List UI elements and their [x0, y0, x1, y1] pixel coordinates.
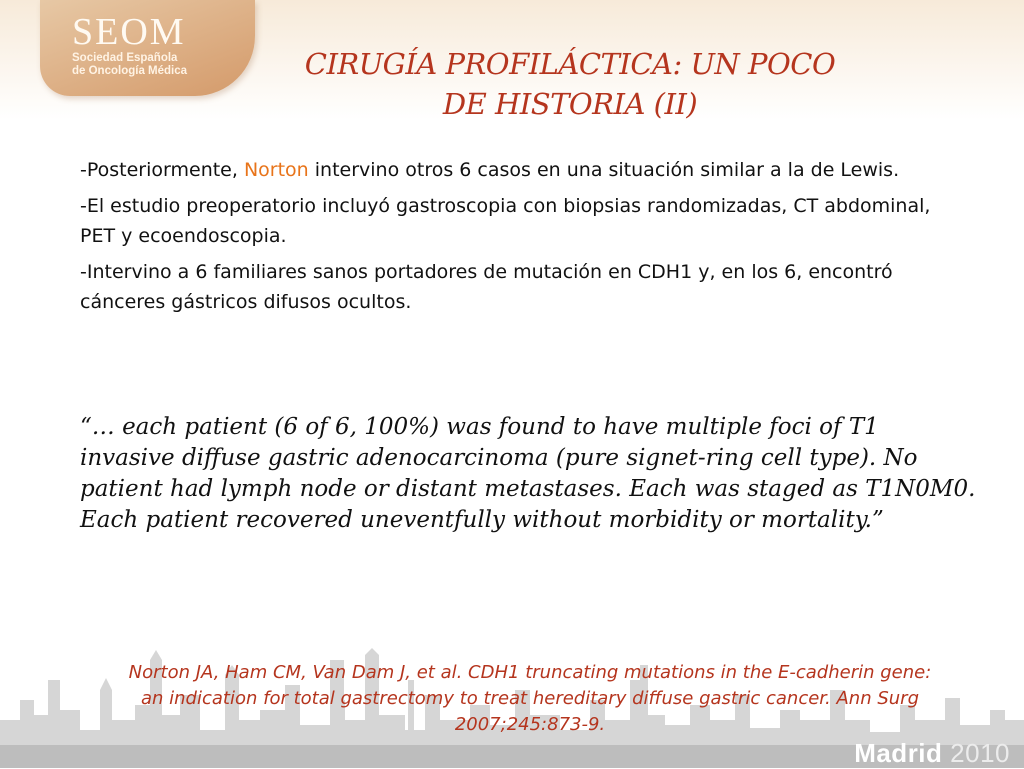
logo-subtitle [72, 52, 212, 78]
norton-highlight: Norton [243, 159, 309, 181]
paragraph-norton-post: intervino otros 6 casos en una situación similar a la de Lewis. [308, 159, 900, 181]
slide-title [250, 44, 890, 124]
paragraph-norton [80, 155, 950, 185]
citation-line-1: Norton JA, Ham CM, Van Dam J, et al. CDH1 truncating mutations in the E-cadherin gene: [128, 662, 932, 683]
logo-subtitle-line-1: Sociedad Española [72, 52, 178, 64]
logo-subtitle-line-2: de Oncología Médica [72, 65, 188, 77]
footer-city: Madrid [854, 738, 943, 768]
paragraph-norton-pre: -Posteriormente, [80, 159, 244, 181]
paragraph-preoperative-study: -El estudio preoperatorio incluyó gastroscopia con biopsias randomizadas, CT abdominal, PET y ecoendoscopia. [80, 195, 931, 247]
citation-line-2: an indication for total gastrectomy to treat hereditary diffuse gastric cancer. Ann Surg [140, 688, 920, 709]
quote-block: “… each patient (6 of 6, 100%) was found to have multiple foci of T1 invasive diffuse gastric adenocarcinoma (pure signet-ring cell type). No patient had lymph node or distant metastases. Each was staged as T1N0M0. Each patient recovered uneventfully without morbidity or mortality.” [80, 414, 976, 533]
slide-title-line-2: DE HISTORIA (II) [442, 87, 698, 121]
logo-name: SEOM [72, 11, 186, 53]
footer-year: 2010 [950, 738, 1010, 768]
slide-title-line-1: CIRUGÍA PROFILÁCTICA: UN POCO [304, 47, 836, 81]
slide-body [80, 155, 950, 323]
footer-event-label [854, 738, 1010, 769]
paragraph-intervention: -Intervino a 6 familiares sanos portadores de mutación en CDH1 y, en los 6, encontró cánceres gástricos difusos ocultos. [80, 261, 893, 313]
citation-line-3: 2007;245:873-9. [454, 714, 606, 735]
reference-citation [80, 660, 980, 738]
